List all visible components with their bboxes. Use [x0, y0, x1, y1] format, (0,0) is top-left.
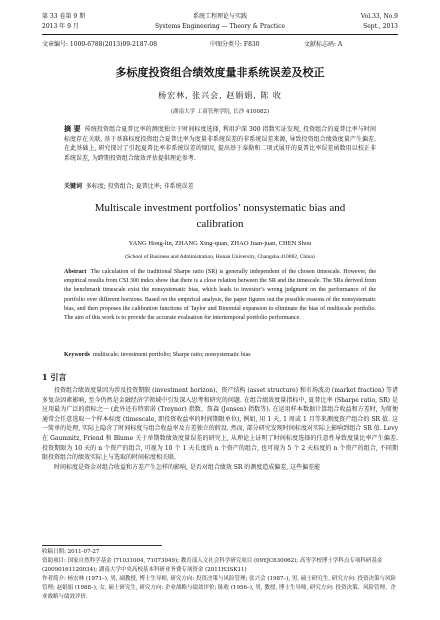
header-vol-no: Vol.33, No.9: [360, 13, 398, 20]
authors-english: YANG Hong-lin, ZHANG Xing-quan, ZHAO Juan-juan, CHEN Shou: [128, 240, 312, 247]
keywords-text-en: multiscale; investment portfolio; Sharpe ratio; nonsystematic bias: [93, 352, 251, 358]
footnote-author-bio: 作者简介: 杨宏林 (1971–), 男, 副教授, 博士生导师, 研究方向: 投资决策与风险管理; 张兴会 (1987–), 男, 硕士研究生, 研究方向: 投资决策与风险管理; 赵娟娟 (1988–), 女, 硕士研究生, 研究方向: 企业战略与绩效评价; 陈收 (1956–), 男, 教授, 博士生导师, 研究方向: 投资决策、风险管理、企业战略与绩效评价.: [42, 576, 396, 600]
abstract-chinese: [64, 124, 376, 163]
abstract-text-cn: 传统投资组合夏普比率的测度独立于时间标度选择, 利用沪深 300 指数实证发现, 投资组合的夏普比率与时间标度存在关联, 基于基准标度投资组合夏普比率为度量非系统误差的非系统误差来源, 导致投资组合绩效度量产生偏差. 在此基础上, 研究探讨了引起夏普比率非系统误差的原因, 提出基于泰勒和二项式展开的夏普比率误差函数用以校正非系统误差, 为跨期投资组合绩效评估提供理论参考.: [64, 126, 376, 162]
section-heading: 1 引言: [42, 372, 67, 382]
abstract-english: [64, 268, 376, 323]
keywords-label-en: Keywords: [64, 352, 90, 358]
authors-chinese: 杨宏林, 张兴会, 赵娟娟, 陈 收: [158, 91, 282, 100]
footnote-funding: 资助项目: 国家自然科学基金 (71031004, 71073049); 教育部人文社会科学研究项目 (09YJC630062); 高等学校博士学科点专项科研基金 (20090161120034); 湖南大学中央高校基本科研业务费专项资金 (2011H3SK11): [42, 558, 383, 573]
affiliation-english: (School of Business and Administration, Hunan University, Changsha 410082, China): [125, 254, 315, 260]
keywords-text-cn: 多标度; 投资组合; 夏普比率; 非系统误差: [85, 183, 194, 190]
header-journal: [42, 12, 398, 32]
running-header: [42, 12, 398, 34]
document-code: 文献标志码: A: [304, 41, 343, 48]
abstract-label-en: Abstract: [64, 269, 87, 275]
footnotes: [42, 548, 398, 602]
abstract-label-cn: 摘 要: [64, 124, 81, 133]
abstract-text-en: The calculation of the traditional Sharpe ratio (SR) is generally independent of the chosen timescale. However, the empirical results from CSI 300 index show that there is a close relation between the SR and the timescale. The SRs derived from the benchmark timescale exist the nonsystematic bias, which leads to investor’s wrong judgment on the performance of the portfolio over different horizons. Based on the empirical analysis, the paper figures out the possible reasons of the nonsystematic bias, and then proposes the calibration functions of Taylor and Binomial expansion to eliminate the bias of multiscale portfolio. The aim of this work is to provide the accurate evaluation for intertemporal portfolio performance.: [64, 269, 376, 322]
journal-name-cn: 系统工程理论与实践: [192, 13, 247, 20]
article-number: 文章编号: 1000-6788(2013)09-2187-08: [42, 41, 158, 48]
body-paragraph-1: 投资组合绩效度量因为涉及投资期限 (investment horizon)、资产结构 (asset structure) 和市场波动 (market fraction) 等诸多复杂因素影响, 至今仍然是金融经济学领域中引发深入思考和研究的问题. 在组合绩效度量指标中, 夏普比率 (Sharpe ratio, SR) 是应用最为广泛的指标之一 (此外还有特雷诺 (Treynor) 指数、詹森 (Jensen) 指数等). 在运用样本数据计算组合收益和方差时, 为简便通常会任意选取一个样本标度 (timescale, 即投资收益率的时间期限单位), 例如, 用 1 天, 1 周或 1 月等来测度资产组合的 SR 值. 这一简单的处理, 实际上隐含了时间标度与组合收益率及方差独立的假设. 然而, 部分研究发现时间标度对实际上影响到组合 SR 值. Levy 在 Gaumnitz, Friend 和 Blume 关于单期数绩效度量误差的研究上, 从理论上证明了时间标度选择的任意性导致度量比率产生偏差. 投资期限为 10 天的 n 个资产的组合, 可视为 10 个 1 天长度的 n 个资产的组合, 也可视为 5 个 2 天标度的 n 个资产的组合, 不同期限投资组合的绩效实际上与选取的时间标度相关联.: [42, 387, 398, 462]
keywords-chinese: [64, 182, 376, 191]
title-chinese: 多标度投资组合绩效度量非系统误差及校正: [115, 66, 325, 79]
title-english: [42, 200, 398, 232]
footnote-rule: [42, 545, 162, 546]
title-english-line1: Multiscale investment portfolios’ nonsystematic bias and: [94, 202, 346, 214]
keywords-english: [64, 352, 376, 358]
affiliation-chinese: (湖南大学 工商管理学院, 长沙 410082): [170, 109, 270, 115]
footnote-received: 收稿日期: 2011-07-27: [42, 549, 100, 555]
header-date-en: Sept., 2013: [363, 23, 398, 30]
classification-number: 中图分类号: F830: [210, 41, 260, 48]
header-volume-issue: 第 33 卷第 9 期: [42, 13, 86, 20]
title-english-line2: calibration: [196, 218, 244, 230]
header-volume-en: [361, 12, 398, 32]
header-date-cn: 2013 年 9 月: [42, 23, 79, 30]
journal-name-en: Systems Engineering — Theory & Practice: [154, 23, 286, 30]
header-rule: [42, 34, 398, 35]
body-text: [42, 386, 398, 472]
body-paragraph-2: 时间标度是资金对组合收益和方差产生怎样的影响, 是否对组合绩效 SR 的测度造成偏差, 这些偏差能: [54, 463, 321, 471]
keywords-label-cn: 关键词: [64, 183, 83, 190]
